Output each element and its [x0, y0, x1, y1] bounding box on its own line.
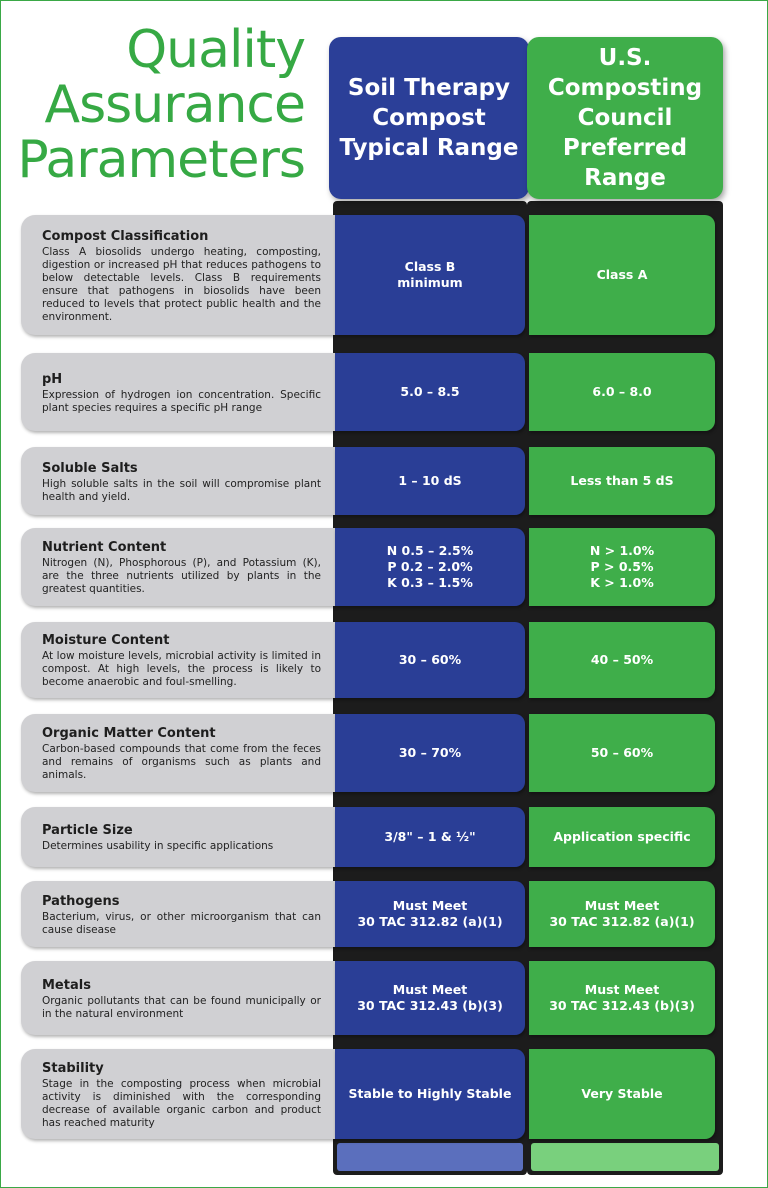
uscc-value: Must Meet 30 TAC 312.82 (a)(1) [549, 898, 695, 929]
parameter-name: Metals [42, 977, 91, 993]
uscc-value: Less than 5 dS [570, 473, 674, 488]
page-title [17, 20, 305, 190]
uscc-value: 6.0 – 8.0 [592, 384, 652, 399]
parameter-row-organic-matter-content [1, 714, 768, 792]
parameter-row-compost-classification [1, 215, 768, 335]
parameter-description-box [21, 714, 335, 792]
parameter-description-box [21, 622, 335, 698]
soil-therapy-value: Class B minimum [397, 259, 463, 290]
header-line: Range [584, 165, 666, 191]
soil-therapy-value-cell [335, 1049, 525, 1139]
parameter-description: Organic pollutants that can be found municipally or in the natural environment [42, 994, 321, 1020]
parameter-description: Stage in the composting process when microbial activity is diminished with the corresponding decrease of available organic carbon and product has reached maturity [42, 1077, 321, 1129]
uscc-value-cell [529, 807, 715, 867]
parameter-description-box [21, 881, 335, 947]
uscc-value: Must Meet 30 TAC 312.43 (b)(3) [549, 982, 695, 1013]
title-line: Assurance [44, 75, 305, 135]
uscc-value: 40 – 50% [590, 652, 654, 667]
title-line: Parameters [17, 130, 305, 190]
parameter-description-box [21, 961, 335, 1035]
parameter-description-box [21, 528, 335, 606]
soil-therapy-value-cell [335, 961, 525, 1035]
soil-therapy-value: Must Meet 30 TAC 312.82 (a)(1) [357, 898, 503, 929]
header-line: Typical Range [339, 135, 519, 161]
soil-therapy-value: 30 – 60% [398, 652, 462, 667]
uscc-value-cell [529, 215, 715, 335]
parameter-description: Nitrogen (N), Phosphorous (P), and Potassium (K), are the three nutrients utilized by plants in the greatest quantities. [42, 557, 321, 595]
parameter-description-box [21, 447, 335, 515]
soil-therapy-value-cell [335, 807, 525, 867]
parameter-row-metals [1, 961, 768, 1035]
title-line: Quality [126, 20, 305, 80]
uscc-value-cell [529, 961, 715, 1035]
header-line: Soil Therapy [347, 75, 511, 101]
soil-therapy-value-cell [335, 353, 525, 431]
parameter-name: Pathogens [42, 893, 120, 909]
parameter-description: Carbon-based compounds that come from the feces and remains of organisms such as plants and animals. [42, 743, 321, 781]
parameter-name: Compost Classification [42, 228, 209, 244]
parameter-description: Bacterium, virus, or other microorganism that can cause disease [42, 910, 321, 936]
parameter-description: Class A biosolids undergo heating, composting, digestion or increased pH that reduces pathogens to below detectable levels. Class B requirements ensure that pathogens in biosolids have been reduced to levels that protect public health and the environment. [42, 245, 321, 323]
uscc-value-cell [529, 1049, 715, 1139]
soil-therapy-value: Stable to Highly Stable [348, 1086, 512, 1101]
uscc-value-cell [529, 528, 715, 606]
uscc-value: Class A [596, 267, 648, 282]
uscc-value: Application specific [553, 829, 691, 844]
soil-therapy-value: 3/8" – 1 & ½" [384, 829, 476, 844]
soil-therapy-value: 5.0 – 8.5 [400, 384, 460, 399]
soil-therapy-value: N 0.5 – 2.5% P 0.2 – 2.0% K 0.3 – 1.5% [386, 543, 474, 590]
parameter-name: Organic Matter Content [42, 726, 216, 741]
parameter-name: Stability [42, 1060, 104, 1076]
soil-therapy-value-cell [335, 622, 525, 698]
parameter-row-particle-size [1, 807, 768, 867]
parameter-row-nutrient-content [1, 528, 768, 606]
parameter-row-moisture-content [1, 622, 768, 698]
parameter-description: High soluble salts in the soil will compromise plant health and yield. [42, 477, 321, 503]
soil-therapy-value: 30 – 70% [398, 745, 462, 760]
parameter-name: Particle Size [42, 823, 133, 838]
header-line: Compost [372, 105, 486, 131]
uscc-value: N > 1.0% P > 0.5% K > 1.0% [589, 543, 655, 590]
parameter-name: Soluble Salts [42, 460, 138, 476]
uscc-value-cell [529, 353, 715, 431]
header-line: U.S. Composting [547, 45, 703, 101]
soil-therapy-value-cell [335, 215, 525, 335]
soil-therapy-value-cell [335, 447, 525, 515]
header-line: Council [577, 105, 673, 131]
uscc-value: Very Stable [581, 1086, 663, 1101]
parameter-name: Moisture Content [42, 633, 170, 648]
uscc-value-cell [529, 714, 715, 792]
column-footer [337, 1143, 523, 1171]
parameter-description-box [21, 1049, 335, 1139]
soil-therapy-value-cell [335, 881, 525, 947]
parameter-description-box [21, 215, 335, 335]
parameter-description: Determines usability in specific applications [42, 840, 274, 852]
parameter-row-stability [1, 1049, 768, 1139]
soil-therapy-value-cell [335, 714, 525, 792]
parameter-name: Nutrient Content [42, 540, 167, 555]
uscc-value: 50 – 60% [590, 745, 654, 760]
uscc-value-cell [529, 622, 715, 698]
soil-therapy-value: Must Meet 30 TAC 312.43 (b)(3) [357, 982, 503, 1013]
parameter-row-soluble-salts [1, 447, 768, 515]
parameter-description-box [21, 353, 335, 431]
parameter-description: Expression of hydrogen ion concentration. Specific plant species requires a specific pH range [42, 388, 321, 414]
parameter-description-box [21, 807, 335, 867]
column-footer [531, 1143, 719, 1171]
uscc-value-cell [529, 881, 715, 947]
parameter-row-pathogens [1, 881, 768, 947]
header-line: Preferred [562, 135, 688, 161]
soil-therapy-value-cell [335, 528, 525, 606]
parameter-name: pH [42, 371, 63, 387]
parameter-row-ph [1, 353, 768, 431]
parameter-description: At low moisture levels, microbial activity is limited in compost. At high levels, the process is likely to become anaerobic and foul-smelling. [42, 650, 321, 688]
soil-therapy-column-header [329, 37, 529, 199]
uscc-value-cell [529, 447, 715, 515]
uscc-column-header [527, 37, 723, 199]
soil-therapy-value: 1 – 10 dS [398, 473, 462, 488]
